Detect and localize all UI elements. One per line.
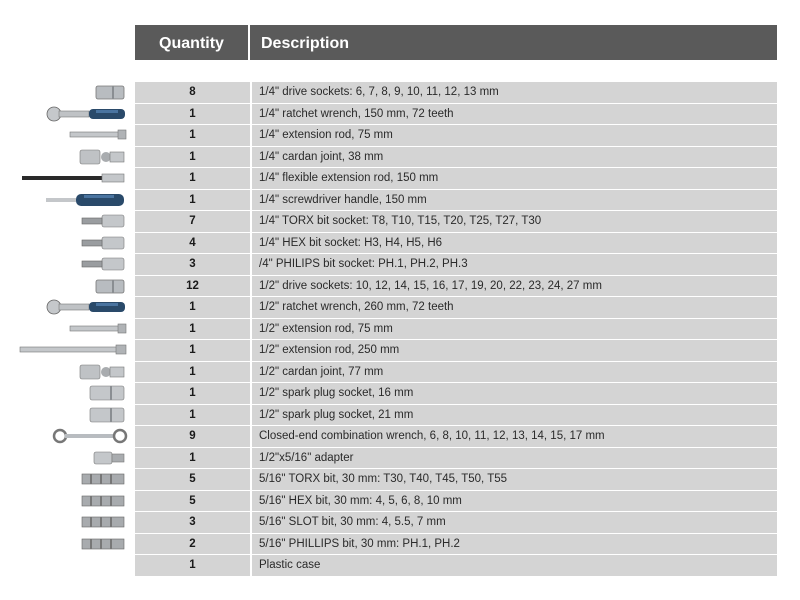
- row-description: 1/4" ratchet wrench, 150 mm, 72 teeth: [259, 107, 454, 120]
- screwdriver-handle-icon: [10, 189, 128, 211]
- row-quantity: 1: [135, 104, 252, 125]
- bit-icon: [10, 533, 128, 555]
- table-row: [135, 468, 777, 490]
- row-quantity: 1: [135, 297, 252, 318]
- row-quantity: 7: [135, 211, 252, 232]
- ratchet-wrench-icon: [10, 103, 128, 125]
- row-quantity: 5: [135, 469, 252, 490]
- table-row: [135, 296, 777, 318]
- table-row: [135, 167, 777, 189]
- table-row: [135, 554, 777, 576]
- bit-icon: [10, 511, 128, 533]
- table-row: [135, 404, 777, 426]
- row-quantity: 1: [135, 555, 252, 576]
- table-row: [135, 533, 777, 555]
- row-quantity: 1: [135, 362, 252, 383]
- table-row: [135, 425, 777, 447]
- table-row: [135, 81, 777, 103]
- row-description: 1/4" cardan joint, 38 mm: [259, 150, 384, 163]
- row-quantity: 5: [135, 491, 252, 512]
- row-description: 1/4" TORX bit socket: T8, T10, T15, T20, T25, T27, T30: [259, 215, 542, 227]
- row-description: 1/2" spark plug socket, 16 mm: [259, 387, 414, 399]
- row-quantity: 1: [135, 405, 252, 426]
- row-quantity: 1: [135, 190, 252, 211]
- tool-icon-column: [10, 81, 128, 576]
- description-header: Description: [261, 35, 350, 52]
- socket-icon: [10, 275, 128, 297]
- table-row: [135, 232, 777, 254]
- row-description: Plastic case: [259, 559, 321, 571]
- table-row: [135, 361, 777, 383]
- table-row: [135, 253, 777, 275]
- table-row: [135, 146, 777, 168]
- row-description: 1/2"x5/16" adapter: [259, 451, 354, 464]
- spark-plug-socket-icon: [10, 382, 128, 404]
- table-row: [135, 339, 777, 361]
- socket-icon: [10, 81, 128, 103]
- row-quantity: 1: [135, 340, 252, 361]
- cardan-joint-icon: [10, 146, 128, 168]
- ratchet-wrench-icon: [10, 296, 128, 318]
- table-row: [135, 490, 777, 512]
- row-description: 1/2" spark plug socket, 21 mm: [259, 408, 414, 421]
- row-description: 1/4" flexible extension rod, 150 mm: [259, 172, 439, 184]
- extension-rod-icon: [10, 124, 128, 146]
- row-description: 1/2" extension rod, 250 mm: [259, 344, 400, 356]
- table-row: [135, 318, 777, 340]
- table-row: [135, 210, 777, 232]
- bit-icon: [10, 490, 128, 512]
- flexible-extension-icon: [10, 167, 128, 189]
- row-description: 1/2" extension rod, 75 mm: [259, 322, 393, 335]
- table-row: [135, 189, 777, 211]
- row-description: 1/4" extension rod, 75 mm: [259, 129, 393, 141]
- row-quantity: 2: [135, 534, 252, 555]
- long-extension-rod-icon: [10, 339, 128, 361]
- row-quantity: 12: [135, 276, 252, 297]
- row-description: 1/4" drive sockets: 6, 7, 8, 9, 10, 11, 12, 13 mm: [259, 86, 499, 98]
- table-row: [135, 275, 777, 297]
- row-description: 1/4" HEX bit socket: H3, H4, H5, H6: [259, 236, 443, 249]
- table-row: [135, 382, 777, 404]
- row-quantity: 3: [135, 512, 252, 533]
- table-row: [135, 511, 777, 533]
- parts-table: [135, 81, 777, 576]
- row-description: 5/16" TORX bit, 30 mm: T30, T40, T45, T50, T55: [259, 473, 508, 485]
- row-quantity: 1: [135, 168, 252, 189]
- row-description: 1/2" drive sockets: 10, 12, 14, 15, 16, 17, 19, 20, 22, 23, 24, 27 mm: [259, 279, 602, 292]
- quantity-header: Quantity: [135, 25, 250, 60]
- spark-plug-socket-icon: [10, 404, 128, 426]
- bit-icon: [10, 468, 128, 490]
- bit-socket-icon: [10, 210, 128, 232]
- combination-wrench-icon: [10, 425, 128, 447]
- table-row: [135, 447, 777, 469]
- row-description: Closed-end combination wrench, 6, 8, 10, 11, 12, 13, 14, 15, 17 mm: [259, 430, 605, 442]
- row-quantity: 9: [135, 426, 252, 447]
- bit-socket-icon: [10, 253, 128, 275]
- row-description: /4" PHILIPS bit socket: PH.1, PH.2, PH.3: [259, 258, 468, 270]
- row-quantity: 1: [135, 448, 252, 469]
- extension-rod-icon: [10, 318, 128, 340]
- row-description: 1/4" screwdriver handle, 150 mm: [259, 193, 427, 206]
- row-description: 5/16" SLOT bit, 30 mm: 4, 5.5, 7 mm: [259, 516, 446, 528]
- row-quantity: 1: [135, 125, 252, 146]
- empty-icon-slot: [10, 554, 128, 576]
- row-quantity: 1: [135, 147, 252, 168]
- table-row: [135, 124, 777, 146]
- row-quantity: 4: [135, 233, 252, 254]
- table-header: [135, 25, 777, 60]
- row-description: 1/2" ratchet wrench, 260 mm, 72 teeth: [259, 301, 454, 313]
- row-description: 1/2" cardan joint, 77 mm: [259, 365, 384, 378]
- bit-socket-icon: [10, 232, 128, 254]
- row-quantity: 3: [135, 254, 252, 275]
- row-quantity: 1: [135, 383, 252, 404]
- row-description: 5/16" PHILLIPS bit, 30 mm: PH.1, PH.2: [259, 537, 460, 550]
- table-row: [135, 103, 777, 125]
- cardan-joint-icon: [10, 361, 128, 383]
- adapter-icon: [10, 447, 128, 469]
- row-quantity: 1: [135, 319, 252, 340]
- row-quantity: 8: [135, 82, 252, 103]
- row-description: 5/16" HEX bit, 30 mm: 4, 5, 6, 8, 10 mm: [259, 494, 462, 507]
